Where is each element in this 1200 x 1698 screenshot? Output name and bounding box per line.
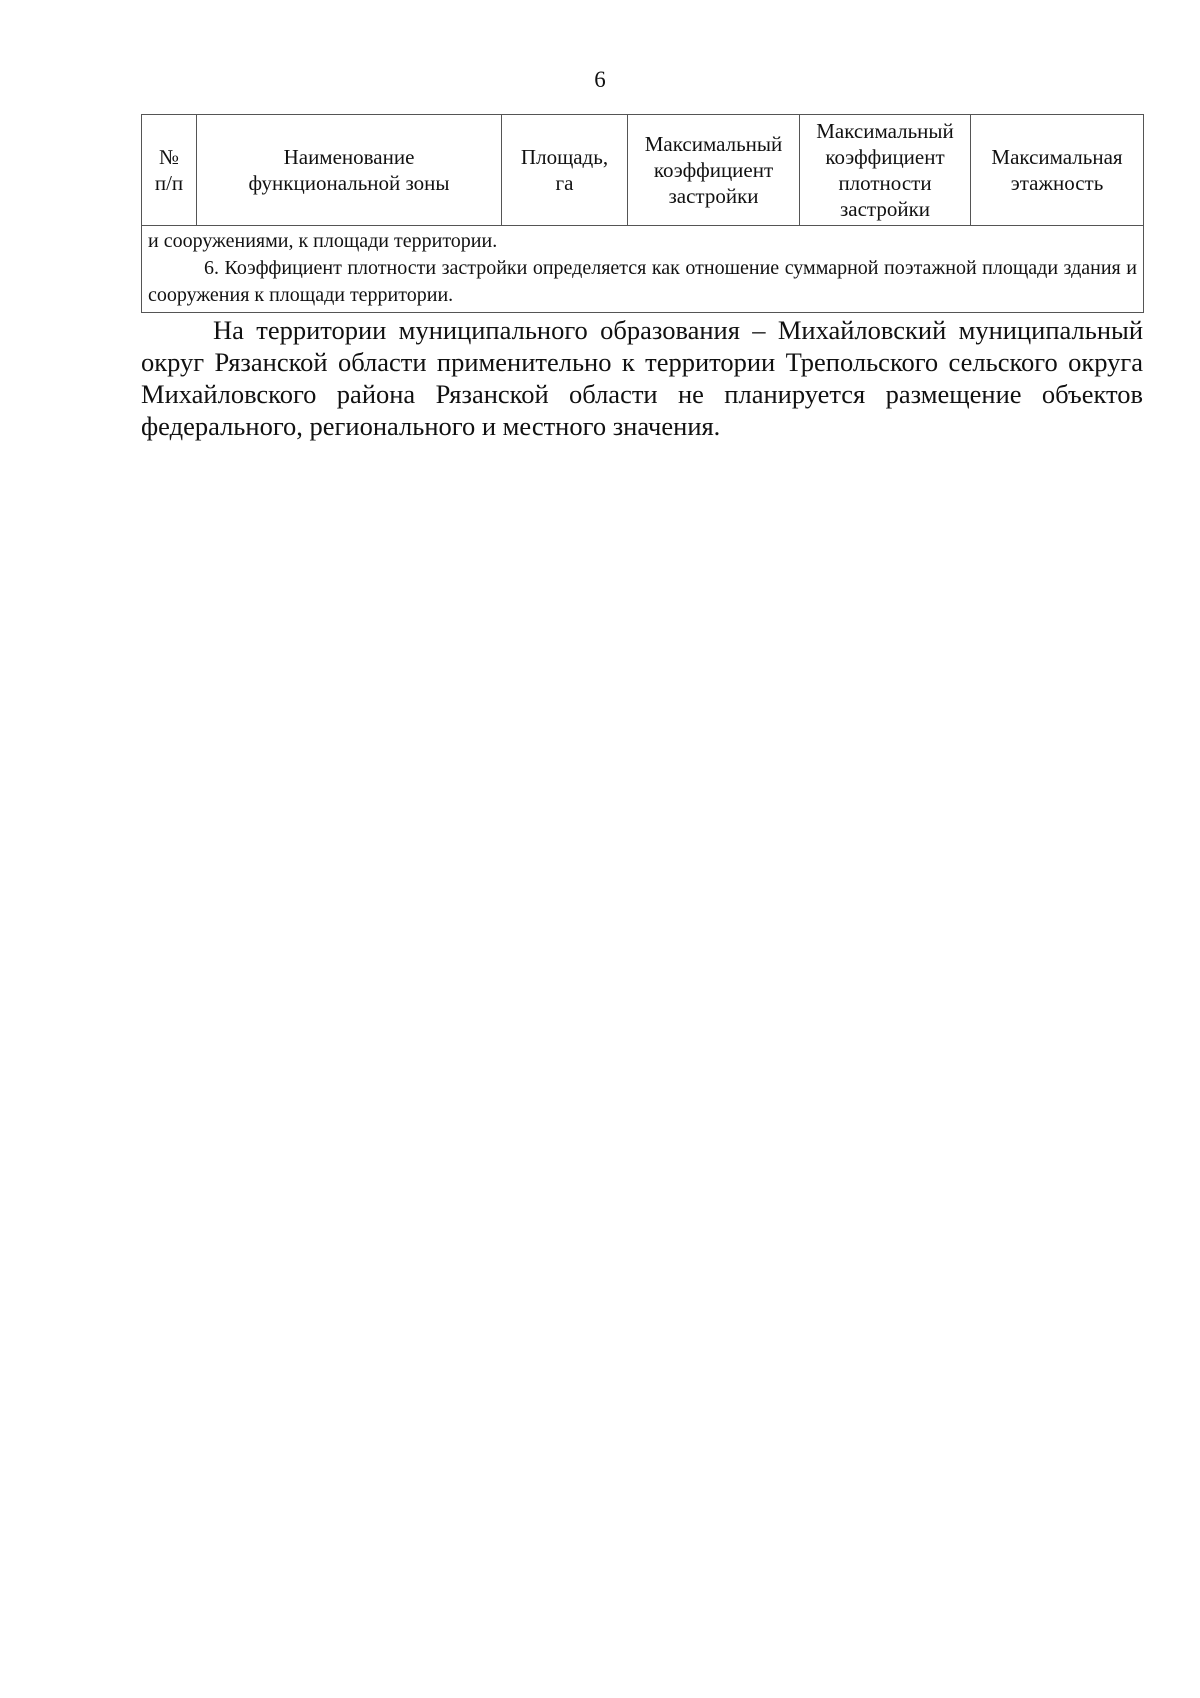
table-notes-row: [142, 226, 1144, 313]
header-number: № п/п: [142, 115, 197, 226]
note-continuation: и сооружениями, к площади территории.: [148, 230, 498, 252]
header-max-coverage-ratio: Максимальный коэффициент застройки: [628, 115, 800, 226]
note-6: 6. Коэффициент плотности застройки определяется как отношение суммарной поэтажной площади здания и сооружения к площади территории.: [148, 257, 1137, 306]
table-header-row: [142, 115, 1144, 226]
header-max-floors: Максимальная этажность: [971, 115, 1144, 226]
header-max-density-ratio: Максимальный коэффициент плотности застройки: [800, 115, 971, 226]
page-number: 6: [594, 67, 606, 92]
body-paragraph: На территории муниципального образования – Михайловский муниципальный округ Рязанской области применительно к территории Трепольского сельского округа Михайловского района Рязанской области не планируется размещение объектов федерального, регионального и местного значения.: [141, 315, 1143, 441]
header-area: Площадь, га: [502, 115, 628, 226]
zone-parameters-table: [141, 114, 1144, 313]
header-zone-name: Наименование функциональной зоны: [197, 115, 502, 226]
table-notes-cell: [142, 226, 1144, 313]
